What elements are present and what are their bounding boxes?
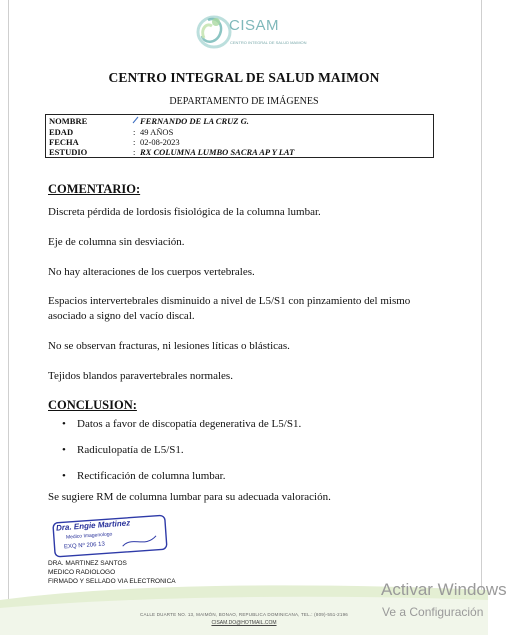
activation-watermark: Activar Windows — [381, 580, 507, 599]
finding-paragraph: No hay alteraciones de los cuerpos vertebrales. — [48, 266, 255, 278]
info-label: NOMBRE — [49, 116, 88, 126]
stamp-title: Medico Imagenologo — [65, 531, 113, 541]
info-value: 49 AÑOS — [140, 127, 174, 137]
info-colon — [133, 116, 140, 126]
info-colon: : — [133, 147, 136, 157]
info-label: FECHA — [49, 137, 79, 147]
info-row-age — [49, 127, 173, 137]
info-label: EDAD — [49, 127, 74, 137]
conclusion-item: • Radiculopatía de L5/S1. — [62, 443, 422, 469]
stamp-license: EXQ Nº 206 13 — [63, 541, 106, 551]
conclusion-heading: CONCLUSION: — [48, 398, 137, 412]
info-row-name — [49, 116, 249, 126]
info-value: FERNANDO DE LA CRUZ G. — [140, 116, 249, 126]
conclusion-item: • Datos a favor de discopatía degenerativa de L5/S1. — [62, 417, 422, 443]
page-edge — [8, 0, 9, 600]
info-value: 02-08-2023 — [140, 137, 180, 147]
finding-paragraph: Espacios intervertebrales disminuido a nivel de L5/S1 con pinzamiento del mismo asociado a signo del vacío discal. — [48, 295, 411, 322]
finding-paragraph: Eje de columna sin desviación. — [48, 236, 185, 248]
signature-note: FIRMADO Y SELLADO VIA ELECTRONICA — [48, 578, 176, 585]
conclusion-list — [62, 417, 422, 495]
doctor-role: MEDICO RADIOLOGO — [48, 569, 116, 576]
department: DEPARTAMENTO DE IMÁGENES — [169, 96, 319, 107]
info-colon: : — [133, 137, 136, 147]
logo-name: CISAM — [229, 17, 280, 34]
stamp-name: Dra. Engie Martinez — [55, 518, 131, 533]
finding-paragraph: Tejidos blandos paravertebrales normales. — [48, 370, 233, 382]
finding-paragraph: Discreta pérdida de lordosis fisiológica de la columna lumbar. — [48, 206, 321, 218]
activation-watermark-sub: Ve a Configuración — [382, 605, 484, 619]
page-edge — [481, 0, 482, 600]
logo-subtitle: CENTRO INTEGRAL DE SALUD MAIMON — [230, 40, 307, 45]
footer-email[interactable]: CISAM.DO@HOTMAIL.COM — [211, 620, 277, 626]
info-value: RX COLUMNA LUMBO SACRA AP Y LAT — [140, 147, 295, 157]
footer-address: CALLE DUARTE NO. 13, MAIMÓN, BONAO, REPUBLICA DOMINICANA, TEL.: (809)-551-2196 — [140, 612, 348, 617]
info-row-study — [49, 147, 294, 157]
info-label: ESTUDIO — [49, 147, 88, 157]
conclusion-item: • Rectificación de columna lumbar. — [62, 469, 422, 495]
recommendation: Se sugiere RM de columna lumbar para su adecuada valoración. — [48, 491, 331, 503]
info-colon: : — [133, 127, 136, 137]
patient-info-box — [45, 114, 434, 158]
finding-paragraph: No se observan fracturas, ni lesiones líticas o blásticas. — [48, 340, 290, 352]
doctor-name: DRA. MARTINEZ SANTOS — [48, 560, 127, 567]
comentario-heading: COMENTARIO: — [48, 182, 141, 196]
page-title: CENTRO INTEGRAL DE SALUD MAIMON — [108, 70, 380, 85]
info-row-date — [49, 137, 180, 147]
pen-icon — [133, 116, 139, 124]
